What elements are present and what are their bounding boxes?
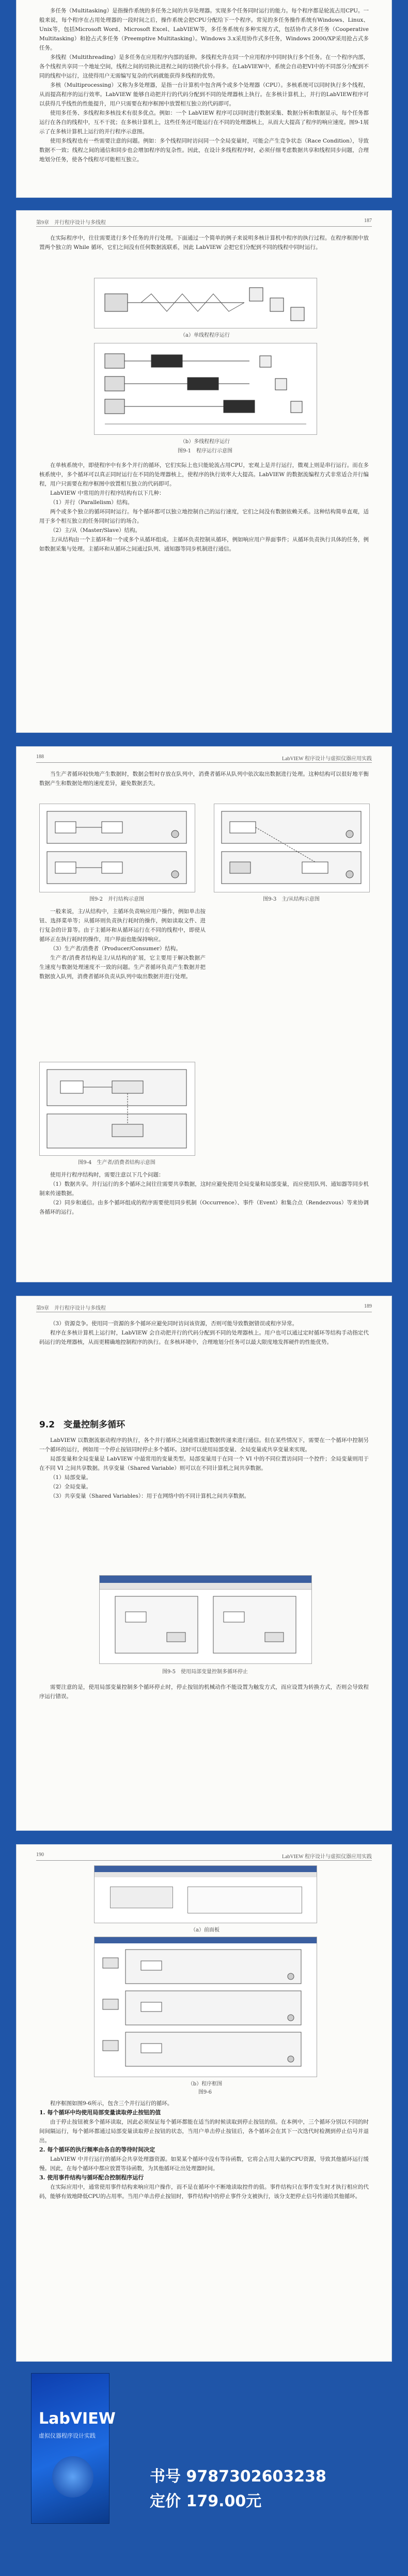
page1-para3: 多核（Multiprocessing）又称为多处理器，是指一台计算机中包含两个或多个处理器（CPU）。多核系统可以同时执行多个线程，从而提高程序的运行效率。LabVIEW 能够自动把并行的代码分配到不同的处理器核上执行。在多核计算机上，并行的LabVIEW程序可以获得几乎线性的性能提升，用户只需要在程序框图中放置相互独立的代码即可。: [39, 82, 369, 107]
page4-para2: 程序在多核计算机上运行时，LabVIEW 会自动把并行的代码分配到不同的处理器核上。用户也可以通过定时循环等结构手动指定代码运行的处理器核，从而更精确地控制程序的执行。在多核环境中，合理地划分任务可以最大限度地发挥硬件的性能优势。: [39, 1330, 369, 1345]
master-slave-diagram: [214, 804, 369, 892]
block-diagram: [95, 1937, 317, 2077]
fig4-caption: 图9-4 生产者/消费者结构示意图: [78, 1160, 155, 1166]
producer-consumer-diagram: [40, 1062, 195, 1155]
fig1-title: 图9-1 程序运行示意图: [177, 448, 233, 454]
book-page-4: [17, 1296, 391, 1830]
page3-item3-desc: 生产者/消费者结构是主/从结构的扩展，它主要用于解决数据产生速度与数据处理速度不一致的问题。生产者循环负责产生数据并把数据放入队列，消费者循环负责从队列中取出数据并进行处理。: [39, 955, 206, 980]
page2-para2: LabVIEW 中常用的并行程序结构有以下几种：: [50, 490, 165, 496]
parallel-structure-diagram: [40, 804, 195, 892]
fig3-caption: 图9-3 主/从结构示意图: [263, 897, 320, 902]
page4-item1: （1）局部变量。: [50, 1474, 92, 1481]
task-block: [270, 298, 284, 311]
page5-page-number: 190: [36, 1852, 44, 1858]
fig5-caption: 图9-5 使用局部变量控制多循环停止: [162, 1669, 248, 1675]
page4-page-number: 189: [364, 1303, 372, 1309]
isbn-line: [150, 2463, 326, 2486]
page3-note1: （1）数据共享。并行运行的多个循环之间往往需要共享数据，这时应避免使用全局变量和局部变量，而应使用队列、通知器等同步机制来传递数据。: [39, 1181, 369, 1197]
page2-item2-desc: 主/从结构由一个主循环和一个或多个从循环组成。主循环负责控制从循环，例如响应用户界面事件；从循环负责执行具体的任务，例如数据采集与处理。主循环和从循环之间通过队列、通知器等同步机制进行通信。: [39, 537, 369, 552]
page5-heading-2: 2. 每个循环的执行频率由各自的等待时间决定: [39, 2146, 155, 2153]
producer-consumer-figure: [39, 1062, 195, 1156]
page4-header-left: 第9章 并行程序设计与多线程: [36, 1306, 106, 1311]
multi-thread-figure: [94, 343, 317, 435]
page4-header: [36, 1303, 372, 1312]
single-thread-diagram: [95, 278, 317, 328]
fig6b-caption: （b）程序框图: [187, 2081, 223, 2087]
page3-intro-text: 当生产者循环较快地产生数据时，数据会暂时存放在队列中，消费者循环从队列中依次取出数据进行处理。这种结构可以很好地平衡数据产生和数据处理的速度差异，避免数据丢失。: [39, 771, 369, 787]
task-block: [249, 288, 263, 301]
task-block: [291, 307, 304, 321]
cpu-chip: [105, 294, 128, 311]
page5-para1: 程序框图如图9-6所示，包含三个并行运行的循环。: [50, 2100, 173, 2107]
page3-page-number: 188: [36, 754, 44, 760]
page2-item1-desc: 两个或多个独立的循环同时运行。每个循环都可以独立地控制自己的运行速度，它们之间没有数据依赖关系。这种结构简单直观，适用于多个相互独立的任务同时运行的场合。: [39, 509, 369, 524]
page4-item3: （3）共享变量（Shared Variables）：用于在网络中的不同计算机之间共享数据。: [50, 1493, 250, 1499]
page3-para2: 使用并行程序结构时，需要注意以下几个问题：: [50, 1172, 164, 1178]
page4-para4: 局部变量和全局变量是 LabVIEW 中最常用的变量类型。局部变量用于在同一个 VI 中的不同位置访问同一个控件；全局变量则用于在不同 VI 之间共享数据。共享变量（Shared Variable）则可以在不同计算机之间共享数据。: [39, 1456, 369, 1471]
page2-intro-text: 在实际程序中，往往需要进行多个任务的并行处理。下面通过一个简单的例子来说明多核计算机中程序的执行过程。在程序框图中放置两个独立的 While 循环，它们之间没有任何数据流联系，因此 LabVIEW 会把它们分配到不同的线程中同时运行。: [39, 235, 369, 250]
section-heading: 9.2 变量控制多循环: [39, 1420, 125, 1430]
front-panel-figure: [94, 1865, 317, 1923]
price-label: 定价: [150, 2492, 181, 2510]
price-value: 179.00元: [186, 2492, 262, 2510]
book-cover: [31, 2373, 116, 2524]
page1-para5: 使用多线程也有一些需要注意的问题。例如：多个线程同时访问同一个全局变量时，可能会产生竞争状态（Race Condition），导致数据不一致；线程之间的通信和同步也会增加程序的复杂性。因此，在设计多线程程序时，必须仔细考虑数据共享和线程同步问题，合理地划分任务，使各个线程尽可能相互独立。: [39, 138, 369, 163]
fig6-title: 图9-6: [198, 2090, 212, 2095]
page3-header-right: LabVIEW 程序设计与虚拟仪器应用实践: [282, 756, 372, 762]
page4-body-top: [39, 1319, 369, 1347]
page2-item1: （1）并行（Parallelism）结构。: [50, 499, 133, 506]
page4-para1: （3）资源竞争。使用同一资源的多个循环应避免同时访问该资源，否则可能导致数据错误或程序异常。: [50, 1321, 298, 1327]
fig1a-caption: （a）单线程程序运行: [180, 333, 230, 338]
cover-subtitle: 虚拟仪器程序设计实践: [39, 2432, 96, 2439]
fig1b-caption: （b）多线程程序运行: [180, 439, 230, 445]
page2-header-left: 第9章 并行程序设计与多线程: [36, 220, 106, 226]
fig6a-caption: （a）前面板: [191, 1927, 219, 1933]
page2-header: [36, 218, 372, 227]
page4-body-bottom: [39, 1683, 369, 1701]
page4-item2: （2）全局变量。: [50, 1484, 92, 1490]
page3-header: [36, 754, 372, 763]
page2-intro: [39, 233, 369, 252]
page3-note2: （2）同步和通信。由多个循环组成的程序需要使用同步机制（Occurrence）、事件（Event）和集合点（Rendezvous）等来协调各循环的运行。: [39, 1200, 369, 1215]
page5-header-right: LabVIEW 程序设计与虚拟仪器应用实践: [282, 1854, 372, 1860]
page5-header: [36, 1852, 372, 1861]
page1-body: [39, 6, 369, 164]
stop-button-control: [110, 1887, 173, 1908]
isbn-label: 书号: [150, 2468, 181, 2486]
price-line: [150, 2488, 261, 2511]
page3-body-left: [39, 907, 206, 981]
page2-para1: 在单核系统中，即使程序中有多个并行的循环，它们实际上也只能轮流占用CPU，宏观上是并行运行，微观上则是串行运行。而在多核系统中，多个循环可以真正同时运行在不同的处理器核上，使程序的执行效率大大提高。LabVIEW 的数据流编程方式非常适合并行编程，用户只需要在程序框图中放置相互独立的代码即可。: [39, 462, 369, 487]
block-diagram-figure: [94, 1937, 317, 2077]
page3-intro: [39, 769, 369, 788]
page1-para4: 使用多任务、多线程和多核技术有很多优点。例如：一个 LabVIEW 程序可以同时进行数据采集、数据分析和数据显示，每个任务都运行在各自的线程中，互不干扰；在多核计算机上，这些任务还可能运行在不同的处理器核上，从而大大提高了程序的响应速度。图9-1展示了在多核计算机上运行的并行程序示意图。: [39, 110, 369, 135]
page1-para2: 多线程（Multithreading）是多任务在应用程序内部的延伸。多线程允许在同一个应用程序中同时执行多个任务。在一个程序内部，各个线程共享同一个地址空间，线程之间的切换比进程之间的切换代价小得多。在LabVIEW中，系统会自动把VI中的不同部分分配到不同的线程中运行，这使得用户无需编写复杂的代码就能获得多线程的优势。: [39, 54, 369, 79]
page2-item2: （2）主/从（Master/Slave）结构。: [50, 527, 141, 533]
window-menubar: [95, 1872, 317, 1877]
single-thread-figure: [94, 278, 317, 328]
cover-graphic: [52, 2456, 93, 2498]
multi-thread-diagram: [95, 343, 317, 434]
page4-body-mid: [39, 1436, 369, 1501]
master-slave-figure: [214, 804, 370, 892]
page5-heading-1: 1. 每个循环中均使用局部变量读取停止按钮的值: [39, 2109, 161, 2116]
page4-para5: 需要注意的是，使用局部变量控制多个循环停止时，停止按钮的机械动作不能设置为触发方式，而应设置为转换方式，否则会导致程序运行错误。: [39, 1684, 369, 1700]
fig2-caption: 图9-2 并行结构示意图: [89, 897, 145, 902]
page3-para1: 一般来说，主/从结构中，主循环负责响应用户操作，例如单击按钮、选择菜单等；从循环则负责执行耗时的操作，例如读取文件、进行复杂的计算等。由于主循环和从循环运行在不同的线程中，即使从循环正在执行耗时的操作，用户界面也能保持响应。: [39, 908, 206, 943]
page4-para3: LabVIEW 以数据流驱动程序的执行，各个并行循环之间通常通过数据传递来进行通信。但在某些情况下，需要在一个循环中控制另一个循环的运行，例如用一个停止按钮同时停止多个循环。这时可以使用局部变量、全局变量或共享变量来实现。: [39, 1437, 369, 1453]
book-page-2: [17, 211, 391, 732]
local-variable-diagram: [100, 1576, 311, 1663]
parallel-structure-figure: [39, 804, 195, 892]
book-page-5: [17, 1845, 391, 2361]
cover-title: LabVIEW: [39, 2410, 116, 2428]
local-variable-screenshot: [99, 1575, 312, 1664]
book-page-1: [17, 0, 391, 197]
page2-body: [39, 461, 369, 554]
window-titlebar: [95, 1866, 317, 1872]
page5-para2: 由于停止按钮被多个循环读取，因此必须保证每个循环都能在适当的时候读取到停止按钮的值。在本例中，三个循环分别以不同的时间间隔运行，每个循环都通过局部变量读取停止按钮的状态，当用户单击停止按钮后，各个循环会在其下一次迭代时检测到停止信号并退出。: [39, 2119, 369, 2144]
page3-body-bottom: [39, 1170, 369, 1217]
isbn-value: 9787302603238: [186, 2468, 326, 2486]
page5-para3: LabVIEW 中并行运行的循环会共享处理器资源。如果某个循环中没有等待函数，它将会占用大量的CPU资源，导致其他循环运行缓慢。因此，在每个循环中都应放置等待函数，为其他循环让出处理器时间。: [39, 2156, 369, 2172]
page5-heading-3: 3. 使用事件结构与循环配合控制程序运行: [39, 2174, 144, 2181]
page5-body: [39, 2099, 369, 2201]
book-page-3: [17, 747, 391, 1282]
page5-para4: 在实际应用中，通常使用事件结构来响应用户操作，而不是在循环中不断地读取控件的值。事件结构只在事件发生时才执行相应的代码，能够有效地降低CPU的占用率。当用户单击停止按钮时，事件结构中的停止事件分支被执行，该分支把停止信号传递给其他循环。: [39, 2184, 369, 2200]
indicator-area: [187, 1887, 302, 1913]
page1-para1: 多任务（Multitasking）是指操作系统的多任务之间的共享处理器。实现多个任务同时运行的能力。每个程序都是轮流占用CPU。一般来说，每个程序在占用处理器的一段时间之后，操作系统会把CPU分配给下一个程序。常见的多任务操作系统有Windows、Linux、Unix等，包括Microsoft Word、Microsoft Excel、LabVIEW等，多任务系统有多种实现方式，包括协作式多任务（Cooperative Multitasking）和抢占式多任务（Preemptive Multitasking）。Windows 3.x采用协作式多任务，Windows 2000/XP采用抢占式多任务。: [39, 8, 369, 51]
page3-item3: （3）生产者/消费者（Producer/Consumer）结构。: [50, 946, 181, 952]
page2-page-number: 187: [364, 218, 372, 224]
